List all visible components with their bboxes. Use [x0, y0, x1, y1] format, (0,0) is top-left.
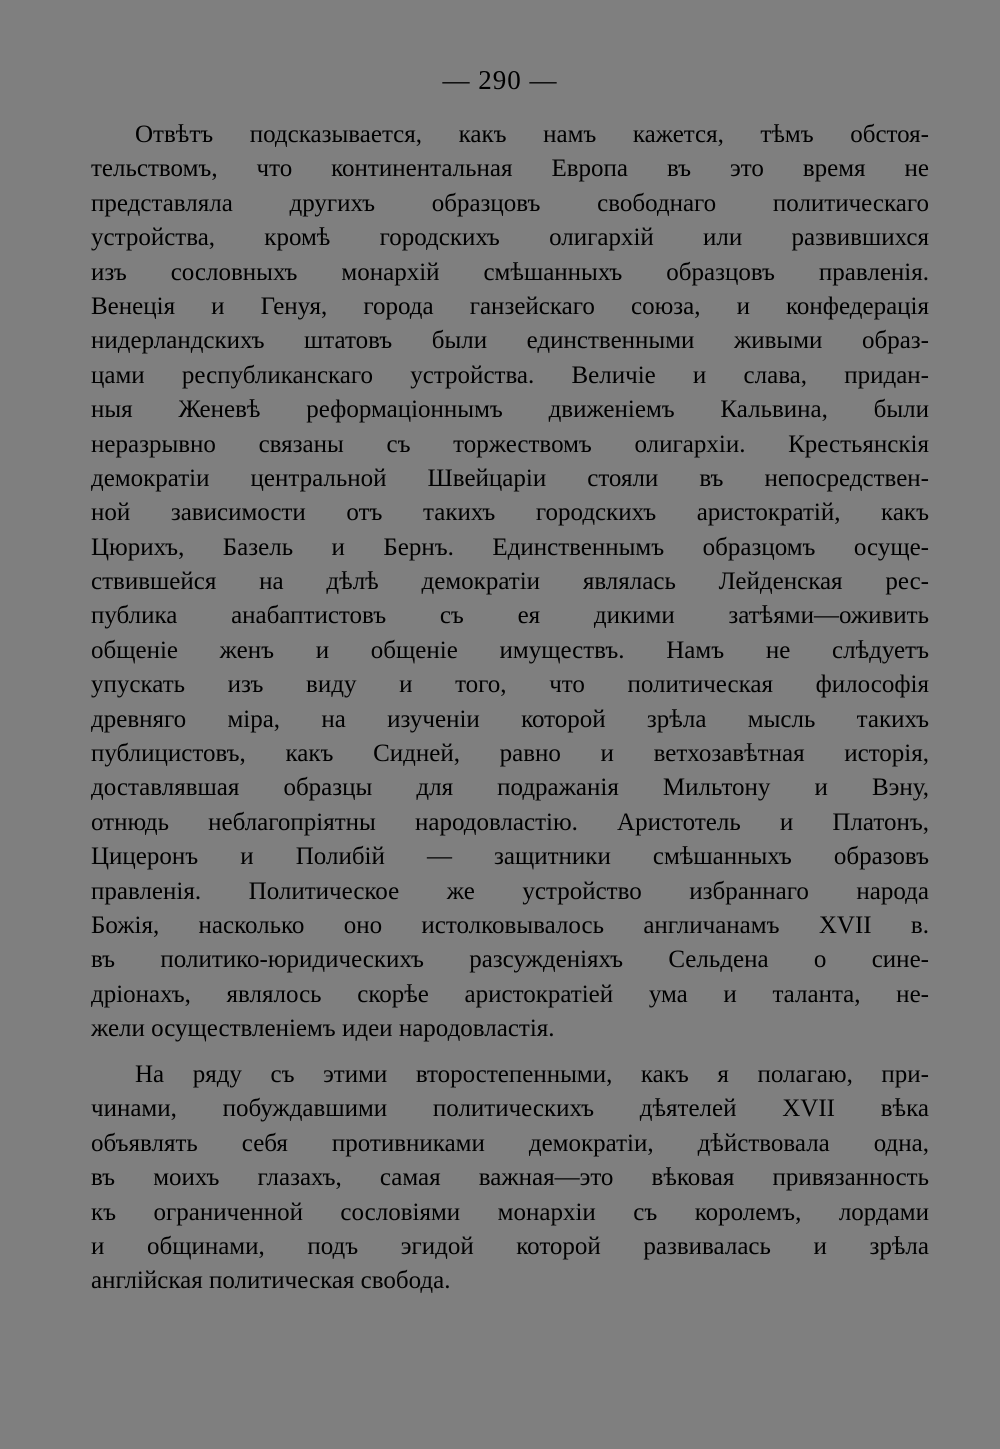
text-line: жели осуществленіемъ идеи народовластія.	[91, 1015, 555, 1043]
text-line: Отвѣтъ подсказывается, какъ намъ кажется, тѣмъ обстоя-	[135, 121, 929, 148]
text-line: въ моихъ глазахъ, самая важная—это вѣковая привязанность	[91, 1164, 929, 1192]
text-line: къ ограниченной сословіями монархіи съ королемъ, лордами	[91, 1198, 929, 1226]
paragraph-1	[91, 118, 929, 1047]
text-line: представляла другихъ образцовъ свободнаго политическаго	[91, 189, 929, 217]
text-line: нидерландскихъ штатовъ были единственными живыми образ-	[91, 327, 929, 355]
text-line: правленія. Политическое же устройство избраннаго народа	[91, 877, 929, 905]
text-line: Божія, насколько оно истолковывалось англичанамъ XVII в.	[91, 911, 929, 939]
text-line: ствившейся на дѣлѣ демократіи являлась Лейденская рес-	[91, 568, 929, 596]
text-line: дріонахъ, являлось скорѣе аристократіей ума и таланта, не-	[91, 980, 929, 1008]
text-line: Цюрихъ, Базель и Бернъ. Единственнымъ образцомъ осуще-	[91, 533, 929, 561]
text-line: доставлявшая образцы для подражанія Мильтону и Вэну,	[91, 774, 929, 802]
text-line: древняго міра, на изученіи которой зрѣла мысль такихъ	[91, 705, 929, 733]
text-line: демократіи центральной Швейцаріи стояли въ непосредствен-	[91, 464, 929, 492]
text-line: устройства, кромѣ городскихъ олигархій или развившихся	[91, 224, 929, 252]
text-line: упускать изъ виду и того, что политическая философія	[91, 671, 929, 699]
text-line: тельствомъ, что континентальная Европа въ это время не	[91, 155, 929, 183]
text-line: Венеція и Генуя, города ганзейскаго союза, и конфедерація	[91, 292, 929, 320]
text-line: публика анабаптистовъ съ ея дикими затѣями—оживить	[91, 602, 929, 630]
text-line: неразрывно связаны съ торжествомъ олигархіи. Крестьянскія	[91, 430, 929, 458]
text-line: въ политико-юридическихъ разсужденіяхъ Сельдена о сине-	[91, 946, 929, 974]
text-line: цами республиканскаго устройства. Величіе и слава, придан-	[91, 361, 929, 389]
text-line: объявлять себя противниками демократіи, дѣйствовала одна,	[91, 1129, 929, 1157]
text-line: отнюдь неблагопріятны народовластію. Аристотель и Платонъ,	[91, 808, 929, 836]
text-line: ной зависимости отъ такихъ городскихъ аристократій, какъ	[91, 499, 929, 527]
text-line: общеніе женъ и общеніе имуществъ. Намъ не слѣдуетъ	[91, 636, 929, 664]
text-line: публицистовъ, какъ Сидней, равно и ветхозавѣтная исторія,	[91, 740, 929, 768]
text-line: Цицеронъ и Полибій — защитники смѣшанныхъ образовъ	[91, 843, 929, 871]
text-line: ныя Женевѣ реформаціоннымъ движеніемъ Кальвина, были	[91, 396, 929, 424]
text-line: англійская политическая свобода.	[91, 1267, 451, 1295]
text-line: На ряду съ этими второстепенными, какъ я полагаю, при-	[135, 1061, 929, 1088]
text-line: и общинами, подъ эгидой которой развивалась и зрѣла	[91, 1232, 929, 1260]
paragraph-2	[91, 1058, 929, 1299]
text-line: чинами, побуждавшими политическихъ дѣятелей XVII вѣка	[91, 1095, 929, 1123]
text-line: изъ сословныхъ монархій смѣшанныхъ образцовъ правленія.	[91, 258, 929, 286]
page-number: — 290 —	[442, 65, 558, 95]
